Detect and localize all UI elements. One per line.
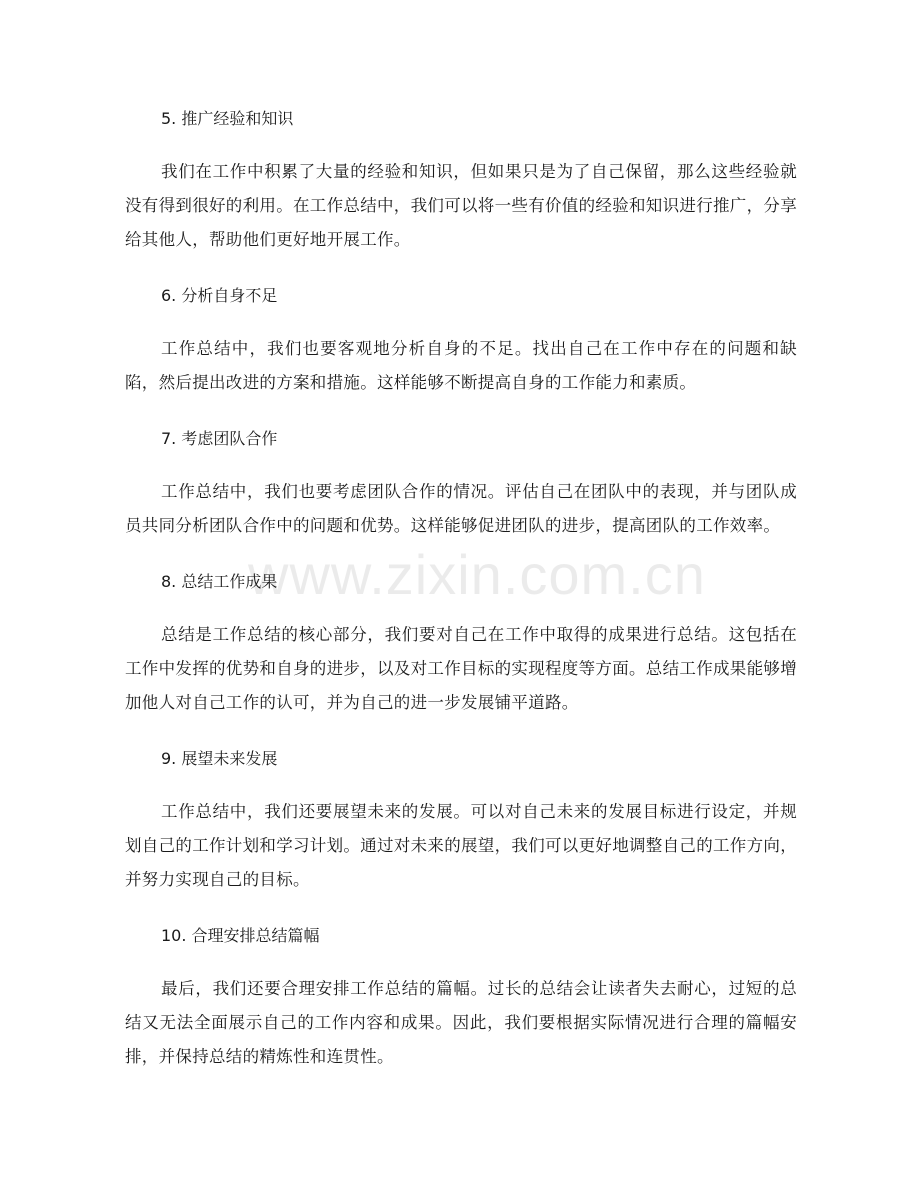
section-paragraph: 工作总结中，我们还要展望未来的发展。可以对自己未来的发展目标进行设定，并规划自己的工作计划和学习计划。通过对未来的展望，我们可以更好地调整自己的工作方向，并努力实现自己的目标。 [125,802,797,889]
section-heading: 9. 展望未来发展 [161,749,278,768]
section-paragraph: 工作总结中，我们也要考虑团队合作的情况。评估自己在团队中的表现，并与团队成员共同分析团队合作中的问题和优势。这样能够促进团队的进步，提高团队的工作效率。 [125,482,797,535]
section-6 [125,281,797,400]
section-heading: 7. 考虑团队合作 [161,429,278,448]
section-paragraph: 最后，我们还要合理安排工作总结的篇幅。过长的总结会让读者失去耐心，过短的总结又无法全面展示自己的工作内容和成果。因此，我们要根据实际情况进行合理的篇幅安排，并保持总结的精炼性和连贯性。 [125,979,797,1066]
document-content [125,104,797,1098]
section-heading: 5. 推广经验和知识 [161,109,294,128]
section-7 [125,424,797,543]
section-paragraph: 工作总结中，我们也要客观地分析自身的不足。找出自己在工作中存在的问题和缺陷，然后提出改进的方案和措施。这样能够不断提高自身的工作能力和素质。 [125,339,797,392]
section-8 [125,567,797,720]
section-heading: 10. 合理安排总结篇幅 [161,926,320,945]
section-heading: 8. 总结工作成果 [161,572,278,591]
section-paragraph: 我们在工作中积累了大量的经验和知识，但如果只是为了自己保留，那么这些经验就没有得到很好的利用。在工作总结中，我们可以将一些有价值的经验和知识进行推广，分享给其他人，帮助他们更好地开展工作。 [125,162,797,249]
section-paragraph: 总结是工作总结的核心部分，我们要对自己在工作中取得的成果进行总结。这包括在工作中发挥的优势和自身的进步，以及对工作目标的实现程度等方面。总结工作成果能够增加他人对自己工作的认可，并为自己的进一步发展铺平道路。 [125,625,797,712]
section-10 [125,921,797,1074]
section-9 [125,744,797,897]
section-heading: 6. 分析自身不足 [161,286,278,305]
watermark: www.zixin.com.cn [248,543,706,606]
section-5 [125,104,797,257]
